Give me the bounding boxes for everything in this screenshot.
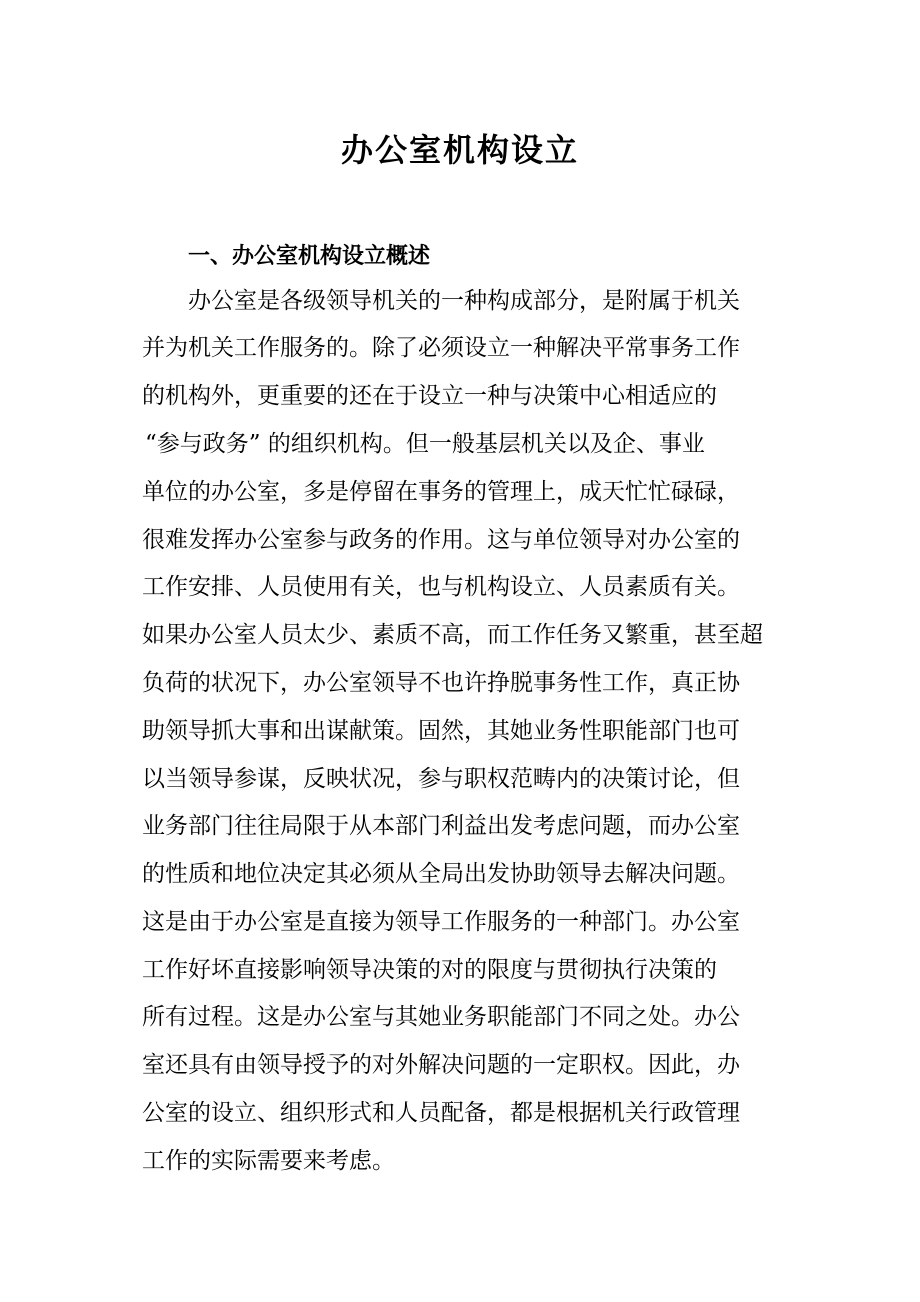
paragraph-line: 很难发挥办公室参与政务的作用。这与单位领导对办公室的 [142,527,740,553]
paragraph-line: “参与政务” 的组织机构。但一般基层机关以及企、事业 [145,431,705,457]
paragraph-line: 工作的实际需要来考虑。 [142,1148,395,1174]
paragraph-line: 办公室是各级领导机关的一种构成部分，是附属于机关 [188,288,740,314]
paragraph-line: 的机构外，更重要的还在于设立一种与决策中心相适应的 [142,383,717,409]
paragraph-line: 工作安排、人员使用有关，也与机构设立、人员素质有关。 [142,574,740,600]
paragraph-line: 单位的办公室，多是停留在事务的管理上，成天忙忙碌碌， [142,479,740,505]
paragraph-line: 并为机关工作服务的。除了必须设立一种解决平常事务工作 [142,335,740,361]
paragraph-line: 如果办公室人员太少、素质不高，而工作任务又繁重，甚至超 [142,622,763,648]
paragraph-line: 助领导抓大事和出谋献策。固然，其她业务性职能部门也可 [142,718,740,744]
paragraph-line: 公室的设立、组织形式和人员配备，都是根据机关行政管理 [142,1100,740,1126]
paragraph-line: 这是由于办公室是直接为领导工作服务的一种部门。办公室 [142,909,740,935]
paragraph-line: 室还具有由领导授予的对外解决问题的一定职权。因此，办 [142,1052,740,1078]
paragraph-line: 的性质和地位决定其必须从全局出发协助领导去解决问题。 [142,861,740,887]
paragraph-line: 以当领导参谋，反映状况，参与职权范畴内的决策讨论，但 [142,766,740,792]
paragraph-line: 业务部门往往局限于从本部门利益出发考虑问题，而办公室 [142,813,740,839]
paragraph-line: 工作好坏直接影响领导决策的对的限度与贯彻执行决策的 [142,957,717,983]
paragraph-line: 负荷的状况下，办公室领导不也许挣脱事务性工作，真正协 [142,670,740,696]
document-title: 办公室机构设立 [340,131,579,169]
paragraph-line: 所有过程。这是办公室与其她业务职能部门不同之处。办公 [142,1004,740,1030]
section-heading: 一、办公室机构设立概述 [188,244,431,269]
